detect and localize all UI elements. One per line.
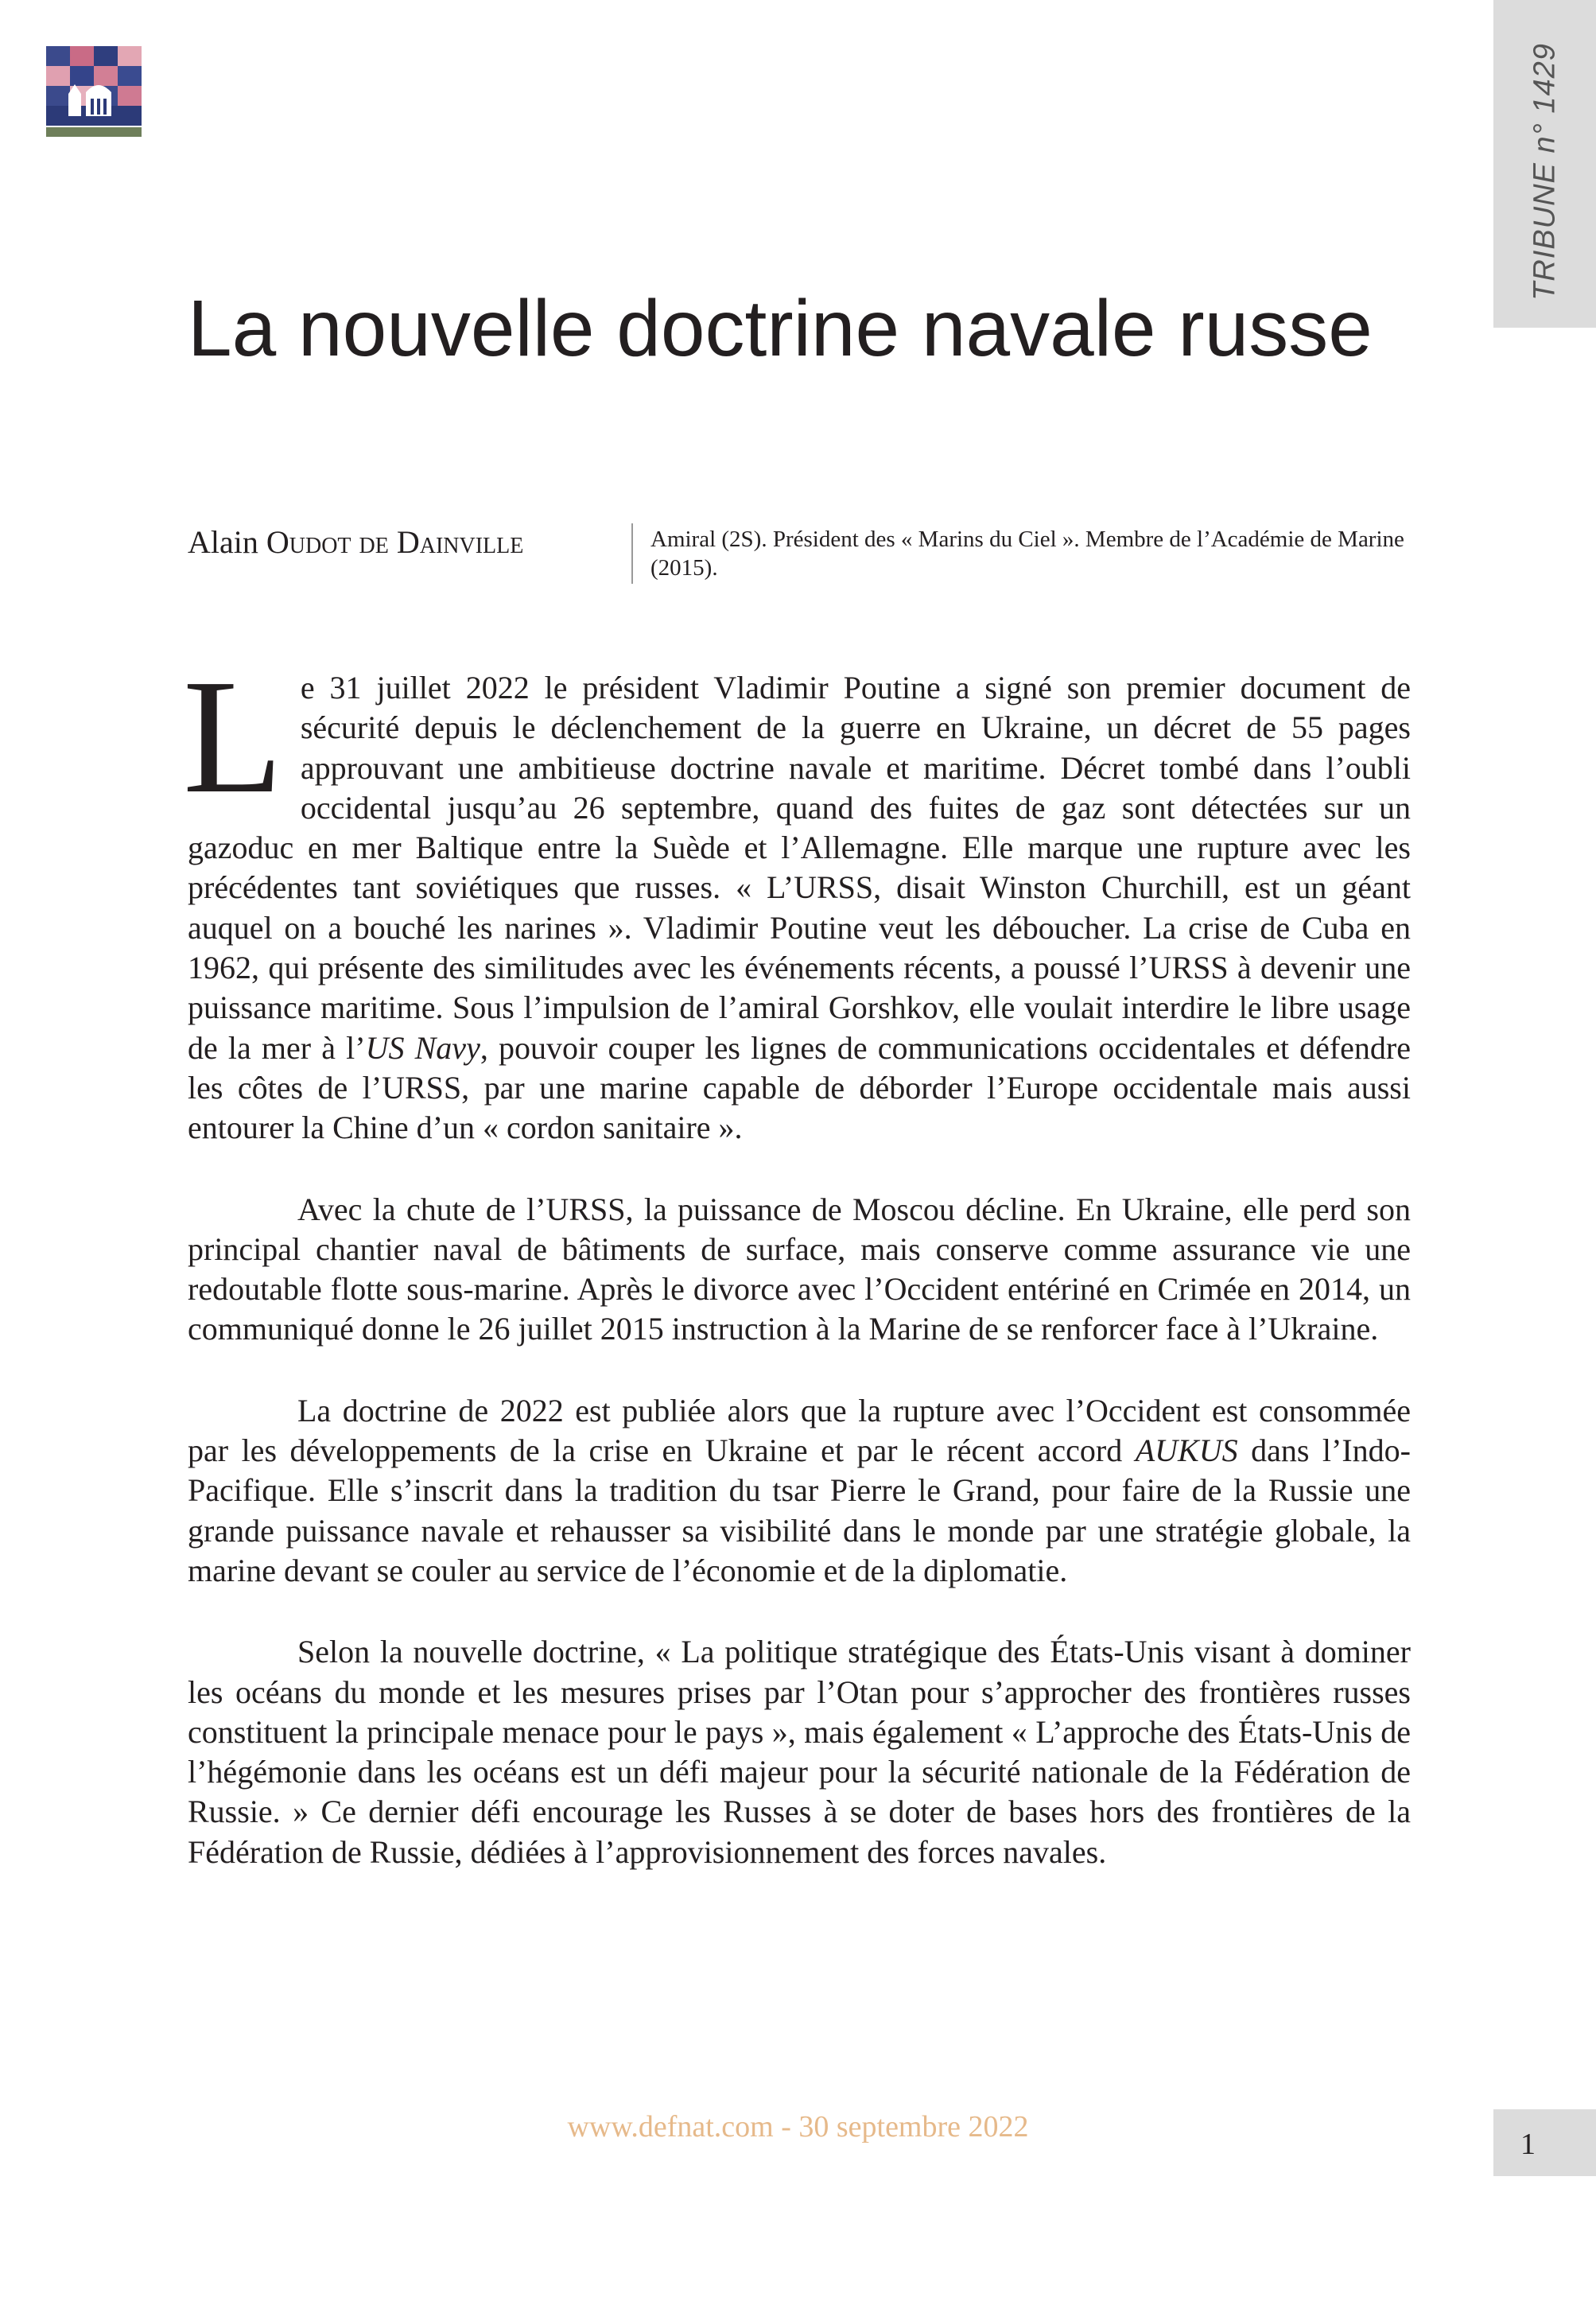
author-first-name: Alain <box>188 524 258 560</box>
author-bio: Amiral (2S). Président des « Marins du Ciel ». Membre de l’Académie de Marine (2015). <box>650 527 1404 581</box>
author-last-name: Oudot de Dainville <box>266 524 524 560</box>
body-paragraph <box>188 1391 1411 1591</box>
article-body <box>183 645 1411 1914</box>
side-tab <box>1493 0 1596 328</box>
author-name <box>188 523 523 561</box>
paragraph-text: , pouvoir couper les lignes de communications occidentales et défendre les côtes de l’URSS, par une marine capable de déborder l’Europe occidentale mais aussi entourer la Chine d’un « cordon sanitaire ». <box>188 1029 1411 1146</box>
logo-graphic <box>46 46 142 138</box>
author-divider <box>631 523 633 584</box>
body-paragraph <box>188 1190 1411 1350</box>
body-paragraph <box>183 645 1411 1149</box>
paragraph-text: Avec la chute de l’URSS, la puissance de Moscou décline. En Ukraine, elle perd son principal chantier naval de bâtiments de surface, mais conserve comme assurance vie une redoutable flotte sous-marine. Après le divorce avec l’Occident entériné en Crimée en 2014, un communiqué donne le 26 juillet 2015 instruction à la Marine de se renforcer face à l’Ukraine. <box>188 1191 1411 1347</box>
page-number: 1 <box>1520 2128 1536 2161</box>
paragraph-text: La doctrine de 2022 est publiée alors que la rupture avec l’Occident est consommée par les développements de la crise en Ukraine et par le récent accord <box>188 1392 1411 1469</box>
body-paragraph <box>188 1632 1411 1872</box>
footer-source: www.defnat.com - 30 septembre 2022 <box>567 2110 1029 2144</box>
paragraph-text: Selon la nouvelle doctrine, « La politique stratégique des États-Unis visant à dominer les océans du monde et les mesures prises par l’Otan pour s’approcher des frontières russes constituent la principale menace pour le pays », mais également « L’approche des États-Unis de l’hégémonie dans les océans est un défi majeur pour la sécurité nationale de la Fédération de Russie. » Ce dernier défi encourage les Russes à se doter de bases hors des frontières de la Fédération de Russie, dédiées à l’approvisionnement des forces navales. <box>188 1634 1411 1870</box>
paragraph-text: e 31 juillet 2022 le président Vladimir Poutine a signé son premier document de sécurité depuis le déclenchement de la guerre en Ukraine, un décret de 55 pages approuvant une ambitieuse doctrine navale et maritime. Décret tombé dans l’oubli occidental jusqu’au 26 septembre, quand des fuites de gaz sont détectées sur un gazoduc en mer Baltique entre la Suède et l’Allemagne. Elle marque une rupture avec les précédentes tant soviétiques que russes. « L’URSS, disait Winston Churchill, est un géant auquel on a bouché les narines ». Vladimir Poutine veut les déboucher. La crise de Cuba en 1962, qui présente des similitudes avec les événements récents, a poussé l’URSS à devenir une puissance maritime. Sous l’impulsion de l’amiral Gorshkov, elle voulait interdire le libre usage de la mer à l’ <box>188 670 1411 1066</box>
institution-building-logo <box>46 46 142 138</box>
tribune-number: TRIBUNE n° 1429 <box>1528 43 1561 301</box>
paragraph-text: dans l’Indo-Pacifique. Elle s’inscrit dans la tradition du tsar Pierre le Grand, pour faire de la Russie une grande puissance navale et rehausser sa visibilité dans le monde par une stratégie globale, la marine devant se couler au service de l’économie et de la diplomatie. <box>188 1432 1411 1588</box>
drop-cap: L <box>183 645 283 827</box>
page-title: La nouvelle doctrine navale russe <box>188 284 1373 373</box>
page-number-box <box>1493 2109 1596 2176</box>
italic-term: AUKUS <box>1135 1432 1238 1469</box>
italic-term: US Navy <box>365 1029 480 1066</box>
